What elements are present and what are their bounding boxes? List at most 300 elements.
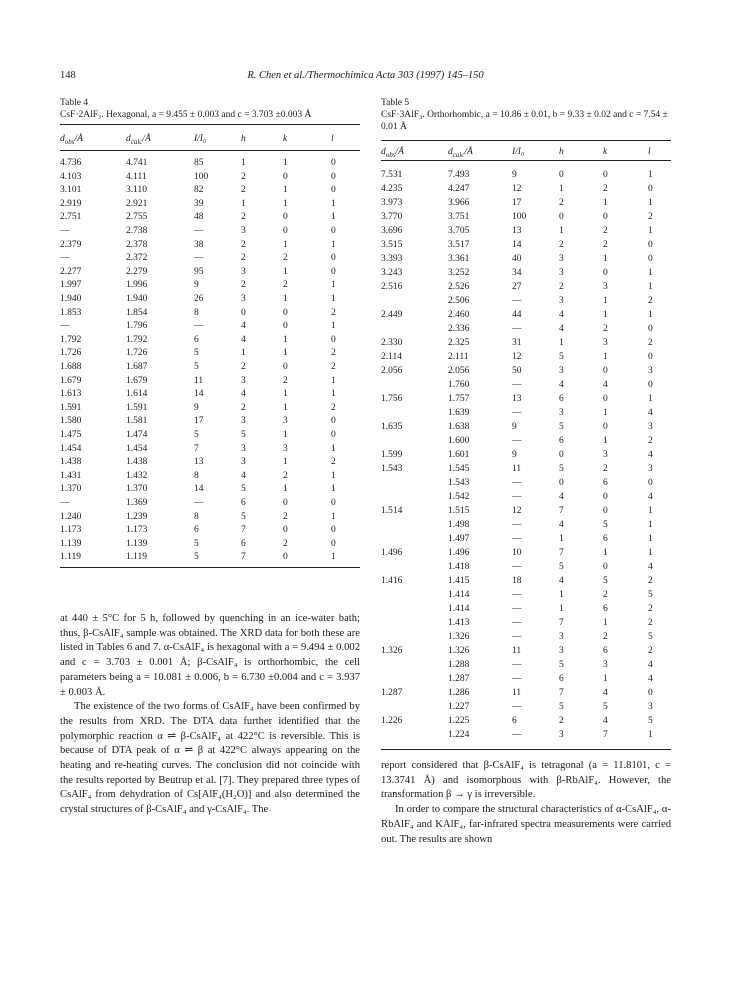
cell-l: 0 (331, 525, 336, 536)
cell-intensity: 9 (512, 422, 517, 432)
cell-d-calc: 1.581 (126, 416, 148, 427)
cell-d-obs: 1.287 (381, 688, 403, 698)
cell-d-obs: 1.496 (381, 548, 403, 558)
cell-d-calc: 1.326 (448, 646, 470, 656)
cell-h: 5 (559, 422, 564, 432)
cell-intensity: 12 (512, 506, 522, 516)
cell-d-calc: 1.639 (448, 408, 470, 418)
cell-l: 1 (648, 506, 653, 516)
cell-d-calc: 3.252 (448, 268, 470, 278)
cell-k: 0 (283, 552, 288, 563)
cell-d-calc: 2.506 (448, 296, 470, 306)
cell-intensity: — (512, 408, 522, 418)
cell-d-calc: 1.601 (448, 450, 470, 460)
cell-d-obs: 1.792 (60, 334, 82, 345)
cell-l: 0 (648, 478, 653, 488)
cell-k: 7 (603, 730, 608, 740)
cell-k: 0 (283, 307, 288, 318)
cell-d-calc: 3.966 (448, 198, 470, 208)
cell-d-calc: 2.526 (448, 282, 470, 292)
cell-h: 2 (559, 198, 564, 208)
cell-intensity: 13 (512, 394, 522, 404)
cell-h: 3 (241, 226, 246, 236)
cell-h: 1 (559, 338, 564, 348)
cell-k: 0 (283, 525, 288, 536)
cell-d-obs: — (60, 321, 70, 332)
cell-k: 4 (603, 688, 608, 698)
cell-d-calc: 1.543 (448, 478, 470, 488)
cell-intensity: 6 (194, 525, 199, 536)
cell-d-obs: 2.379 (60, 239, 82, 250)
cell-l: 1 (331, 552, 336, 563)
cell-intensity: 8 (194, 511, 199, 522)
cell-h: 2 (241, 185, 246, 196)
cell-d-calc: 1.224 (448, 730, 470, 740)
cell-k: 4 (603, 380, 608, 390)
cell-k: 2 (603, 240, 608, 250)
cell-intensity: 39 (194, 198, 204, 209)
cell-intensity: — (512, 562, 522, 572)
cell-h: 6 (241, 498, 246, 508)
cell-d-calc: 2.279 (126, 266, 148, 277)
cell-h: 7 (241, 552, 246, 563)
cell-l: 4 (648, 492, 653, 502)
cell-k: 0 (603, 422, 608, 432)
cell-intensity: 5 (194, 362, 199, 372)
cell-h: 3 (241, 457, 246, 468)
cell-l: 0 (648, 240, 653, 250)
cell-d-obs: 1.679 (60, 375, 82, 386)
cell-intensity: 10 (512, 548, 522, 558)
cell-d-obs: 3.101 (60, 185, 82, 196)
cell-l: 4 (648, 562, 653, 572)
cell-k: 0 (283, 171, 288, 182)
cell-d-calc: 1.940 (126, 294, 148, 304)
cell-intensity: 27 (512, 282, 522, 292)
cell-d-calc: 1.854 (126, 307, 148, 318)
cell-d-calc: 1.600 (448, 436, 470, 446)
cell-l: 4 (648, 660, 653, 670)
cell-d-calc: 2.336 (448, 324, 470, 334)
cell-k: 1 (603, 310, 608, 320)
cell-d-calc: 1.413 (448, 618, 470, 628)
cell-k: 3 (603, 338, 608, 348)
cell-intensity: 12 (512, 184, 522, 194)
cell-k: 1 (283, 457, 288, 468)
left-paragraph-2: The existence of the two forms of CsAlF₄ have been confirmed by the results from XRD. The DTA data further identified that the polymorphic reaction α ⇌ β-CsAlF₄ at 422°C is reversible. This is because of DTA peak of α ⇌ β at 422°C always appearing on the heating and re-heating curves. The conclusion did not coincide with the results reported by Beutrup et al. [7]. They prepared three types of CsAlF₄ from dehydration of Cs[AlF₄(H₂O)] and also determined the crystal structures of β-CsAlF₄ and γ-CsAlF₄. The (60, 701, 360, 816)
cell-h: 4 (241, 321, 246, 332)
cell-intensity: 26 (194, 294, 204, 304)
cell-l: 1 (331, 280, 336, 291)
cell-intensity: 5 (194, 348, 199, 359)
cell-d-obs: 1.173 (60, 525, 82, 536)
cell-k: 1 (283, 294, 288, 304)
cell-k: 2 (283, 538, 288, 549)
cell-d-obs: 1.726 (60, 348, 82, 359)
cell-l: 0 (331, 171, 336, 182)
table-5-header-rule (381, 160, 671, 161)
cell-k: 1 (283, 198, 288, 209)
cell-l: 1 (648, 730, 653, 740)
cell-d-calc: 1.414 (448, 590, 470, 600)
cell-h: 4 (559, 310, 564, 320)
cell-k: 0 (603, 366, 608, 376)
cell-intensity: — (194, 253, 204, 264)
cell-d-obs: 2.114 (381, 352, 403, 362)
cell-h: 3 (559, 254, 564, 264)
cell-l: 1 (648, 170, 653, 180)
cell-k: 2 (283, 253, 288, 264)
cell-intensity: 7 (194, 443, 199, 454)
cell-k: 5 (603, 520, 608, 530)
cell-h: 2 (559, 240, 564, 250)
cell-l: 5 (648, 716, 653, 726)
cell-h: 0 (559, 212, 564, 222)
cell-d-obs: 1.370 (60, 484, 82, 495)
cell-intensity: — (194, 498, 204, 508)
cell-h: 5 (559, 660, 564, 670)
table-5-col-d-obs: $d_{obs}/Å$ (381, 147, 404, 159)
cell-d-calc: 1.139 (126, 538, 148, 549)
table-4-col-l: l (331, 134, 334, 144)
cell-h: 3 (559, 408, 564, 418)
cell-d-obs: 1.543 (381, 464, 403, 474)
cell-d-calc: 1.454 (126, 443, 148, 454)
cell-k: 3 (603, 450, 608, 460)
cell-intensity: 48 (194, 212, 204, 223)
table-4-caption: CsF·2AlF₃. Hexagonal, a = 9.455 ± 0.003 and c = 3.703 ±0.003 Å (60, 110, 312, 120)
table-4-col-k: k (283, 134, 288, 144)
table-5-caption: CsF·3AlF₃. Orthorhombic, a = 10.86 ± 0.01, b = 9.33 ± 0.02 and c = 7.54 ± 0.01 Å (381, 110, 668, 132)
cell-h: 5 (559, 464, 564, 474)
cell-l: 0 (331, 498, 336, 508)
cell-intensity: 8 (194, 470, 199, 481)
cell-d-calc: 1.227 (448, 702, 470, 712)
cell-d-obs: 1.580 (60, 416, 82, 427)
cell-h: 3 (559, 268, 564, 278)
cell-h: 6 (559, 674, 564, 684)
cell-l: 0 (648, 380, 653, 390)
cell-intensity: 5 (194, 430, 199, 440)
cell-d-calc: 3.751 (448, 212, 470, 222)
cell-intensity: 14 (194, 389, 204, 400)
cell-d-calc: 1.760 (448, 380, 470, 390)
table-4-col-d-obs: $d_{obs}/Å$ (60, 134, 83, 146)
cell-d-obs: 1.599 (381, 450, 403, 460)
cell-intensity: 100 (194, 171, 209, 182)
cell-h: 1 (559, 184, 564, 194)
cell-d-obs: 1.756 (381, 394, 403, 404)
cell-intensity: 11 (512, 646, 522, 656)
cell-l: 0 (331, 334, 336, 345)
cell-d-calc: 1.119 (126, 552, 148, 563)
cell-d-calc: 1.614 (126, 389, 148, 400)
cell-l: 0 (331, 416, 336, 427)
cell-h: 4 (559, 492, 564, 502)
cell-intensity: 40 (512, 254, 522, 264)
cell-intensity: 5 (194, 538, 199, 549)
cell-intensity: — (512, 520, 522, 530)
cell-k: 1 (283, 402, 288, 413)
cell-d-obs: 2.449 (381, 310, 403, 320)
cell-k: 0 (603, 268, 608, 278)
cell-k: 0 (603, 212, 608, 222)
cell-k: 1 (283, 389, 288, 400)
cell-d-obs: 7.531 (381, 170, 403, 180)
cell-h: 6 (559, 394, 564, 404)
cell-l: 3 (648, 464, 653, 474)
cell-l: 1 (331, 375, 336, 386)
table-4-col-d-calc: $d_{calc}/Å$ (126, 134, 151, 146)
cell-d-calc: 1.796 (126, 321, 148, 332)
cell-k: 1 (603, 296, 608, 306)
cell-intensity: 100 (512, 212, 527, 222)
cell-d-obs: 1.431 (60, 470, 82, 481)
cell-h: 4 (559, 520, 564, 530)
cell-l: 1 (648, 310, 653, 320)
cell-l: 2 (648, 646, 653, 656)
cell-d-calc: 1.687 (126, 362, 148, 372)
cell-d-obs: 2.056 (381, 366, 403, 376)
cell-intensity: — (512, 436, 522, 446)
cell-d-calc: 2.921 (126, 198, 148, 209)
cell-intensity: 17 (512, 198, 522, 208)
cell-l: 1 (331, 198, 336, 209)
cell-d-obs: 2.516 (381, 282, 403, 292)
cell-d-obs: 3.770 (381, 212, 403, 222)
cell-k: 1 (283, 484, 288, 495)
cell-intensity: — (512, 702, 522, 712)
cell-l: 0 (331, 226, 336, 236)
cell-h: 3 (559, 366, 564, 376)
cell-k: 0 (603, 170, 608, 180)
cell-d-obs: 1.139 (60, 538, 82, 549)
cell-d-obs: 2.919 (60, 198, 82, 209)
cell-h: 4 (241, 470, 246, 481)
cell-intensity: 11 (194, 375, 204, 386)
cell-l: 0 (331, 430, 336, 440)
cell-h: 3 (241, 266, 246, 277)
cell-k: 3 (603, 282, 608, 292)
cell-d-obs: 3.696 (381, 226, 403, 236)
cell-h: 6 (559, 436, 564, 446)
cell-l: 1 (648, 548, 653, 558)
cell-d-calc: 4.741 (126, 158, 148, 168)
cell-k: 1 (283, 239, 288, 250)
cell-d-obs: 4.235 (381, 184, 403, 194)
cell-d-calc: 3.361 (448, 254, 470, 264)
cell-d-obs: 1.119 (60, 552, 82, 563)
cell-d-calc: 1.369 (126, 498, 148, 508)
cell-k: 0 (603, 492, 608, 502)
cell-h: 2 (241, 212, 246, 223)
cell-d-obs: 3.243 (381, 268, 403, 278)
cell-h: 5 (559, 702, 564, 712)
cell-d-obs: 1.635 (381, 422, 403, 432)
cell-h: 4 (559, 380, 564, 390)
cell-k: 1 (283, 348, 288, 359)
cell-k: 4 (603, 716, 608, 726)
cell-k: 1 (283, 430, 288, 440)
cell-h: 1 (241, 348, 246, 359)
cell-k: 2 (603, 226, 608, 236)
cell-k: 0 (283, 212, 288, 223)
cell-d-obs: 1.226 (381, 716, 403, 726)
cell-d-calc: 1.415 (448, 576, 470, 586)
cell-d-calc: 1.497 (448, 534, 470, 544)
cell-intensity: 85 (194, 158, 204, 168)
cell-k: 6 (603, 534, 608, 544)
cell-h: 3 (559, 646, 564, 656)
cell-d-obs: 2.751 (60, 212, 82, 223)
cell-h: 2 (241, 171, 246, 182)
cell-d-calc: 1.474 (126, 430, 148, 440)
cell-d-obs: — (60, 253, 70, 264)
cell-d-calc: 1.996 (126, 280, 148, 291)
cell-k: 3 (603, 660, 608, 670)
cell-l: 3 (648, 702, 653, 712)
cell-l: 2 (648, 576, 653, 586)
cell-k: 2 (603, 464, 608, 474)
cell-d-calc: 1.239 (126, 511, 148, 522)
cell-k: 1 (603, 408, 608, 418)
cell-d-obs: 1.514 (381, 506, 403, 516)
cell-l: 1 (331, 484, 336, 495)
cell-d-calc: 2.378 (126, 239, 148, 250)
cell-intensity: — (194, 226, 204, 236)
cell-k: 1 (603, 352, 608, 362)
cell-k: 2 (283, 470, 288, 481)
cell-l: 2 (331, 362, 336, 372)
cell-k: 0 (603, 394, 608, 404)
cell-h: 6 (241, 538, 246, 549)
cell-intensity: — (512, 618, 522, 628)
cell-intensity: 18 (512, 576, 522, 586)
cell-l: 2 (648, 338, 653, 348)
cell-l: 4 (648, 674, 653, 684)
cell-d-obs: 1.416 (381, 576, 403, 586)
cell-h: 7 (559, 688, 564, 698)
cell-intensity: 5 (194, 552, 199, 563)
cell-l: 1 (331, 321, 336, 332)
right-paragraph-1: report considered that β-CsAlF₄ is tetragonal (a = 11.8101, c = 13.3741 Å) and isomorphous with β-RbAlF₄. However, the transformation β → γ is irreversible. (381, 760, 671, 801)
cell-h: 2 (241, 253, 246, 264)
cell-l: 1 (331, 511, 336, 522)
cell-intensity: 44 (512, 310, 522, 320)
table-5-col-intensity: I/I₀ (512, 147, 525, 157)
cell-d-calc: 2.056 (448, 366, 470, 376)
cell-d-calc: 1.286 (448, 688, 470, 698)
cell-k: 2 (603, 324, 608, 334)
cell-l: 5 (648, 632, 653, 642)
cell-k: 1 (283, 185, 288, 196)
cell-h: 2 (241, 239, 246, 250)
cell-d-calc: 1.679 (126, 375, 148, 386)
cell-intensity: 50 (512, 366, 522, 376)
cell-intensity: — (194, 321, 204, 332)
cell-l: 1 (331, 443, 336, 454)
cell-l: 0 (331, 266, 336, 277)
cell-d-calc: 1.726 (126, 348, 148, 359)
cell-d-calc: 1.370 (126, 484, 148, 495)
cell-l: 1 (648, 268, 653, 278)
cell-k: 2 (603, 590, 608, 600)
cell-intensity: — (512, 660, 522, 670)
cell-d-calc: 1.545 (448, 464, 470, 474)
cell-d-calc: 1.496 (448, 548, 470, 558)
cell-d-obs: 1.454 (60, 443, 82, 454)
cell-d-calc: 1.542 (448, 492, 470, 502)
cell-l: 0 (648, 352, 653, 362)
right-column-text (381, 759, 671, 847)
cell-l: 0 (331, 253, 336, 264)
cell-d-obs: 1.997 (60, 280, 82, 291)
cell-intensity: 12 (512, 352, 522, 362)
cell-d-calc: 1.757 (448, 394, 470, 404)
cell-d-obs: 1.475 (60, 430, 82, 440)
cell-d-calc: 3.110 (126, 185, 148, 196)
cell-intensity: 9 (194, 402, 199, 413)
cell-intensity: — (512, 604, 522, 614)
cell-l: 2 (648, 296, 653, 306)
table-5-col-k: k (603, 147, 608, 157)
cell-k: 1 (603, 436, 608, 446)
cell-d-calc: 1.515 (448, 506, 470, 516)
table-5-bottom-rule (381, 749, 671, 750)
cell-intensity: 9 (512, 450, 517, 460)
cell-k: 6 (603, 646, 608, 656)
cell-k: 1 (603, 198, 608, 208)
cell-d-calc: 2.372 (126, 253, 148, 264)
cell-intensity: — (512, 478, 522, 488)
cell-k: 5 (603, 576, 608, 586)
cell-d-obs: 4.103 (60, 171, 82, 182)
left-column-text (60, 612, 360, 818)
cell-intensity: 13 (194, 457, 204, 468)
cell-h: 2 (241, 402, 246, 413)
cell-h: 7 (559, 618, 564, 628)
cell-h: 4 (241, 334, 246, 345)
cell-l: 1 (331, 239, 336, 250)
cell-h: 2 (241, 280, 246, 291)
cell-l: 0 (331, 538, 336, 549)
cell-intensity: 82 (194, 185, 204, 196)
cell-d-calc: 1.432 (126, 470, 148, 481)
table-4-header-rule (60, 150, 360, 151)
table-5-top-rule (381, 140, 671, 141)
cell-d-calc: 1.591 (126, 402, 148, 413)
cell-d-obs: — (60, 498, 70, 508)
cell-h: 1 (559, 534, 564, 544)
cell-k: 6 (603, 478, 608, 488)
cell-k: 0 (283, 321, 288, 332)
cell-h: 5 (559, 562, 564, 572)
cell-d-obs: 1.940 (60, 294, 82, 304)
cell-l: 4 (648, 408, 653, 418)
table-5-col-l: l (648, 147, 651, 157)
cell-intensity: 9 (512, 170, 517, 180)
cell-k: 5 (603, 702, 608, 712)
cell-d-calc: 2.325 (448, 338, 470, 348)
cell-intensity: 14 (512, 240, 522, 250)
cell-k: 0 (603, 506, 608, 516)
cell-l: 5 (648, 590, 653, 600)
cell-h: 3 (559, 632, 564, 642)
cell-l: 3 (648, 422, 653, 432)
cell-k: 2 (283, 375, 288, 386)
cell-l: 2 (331, 348, 336, 359)
cell-l: 0 (648, 254, 653, 264)
